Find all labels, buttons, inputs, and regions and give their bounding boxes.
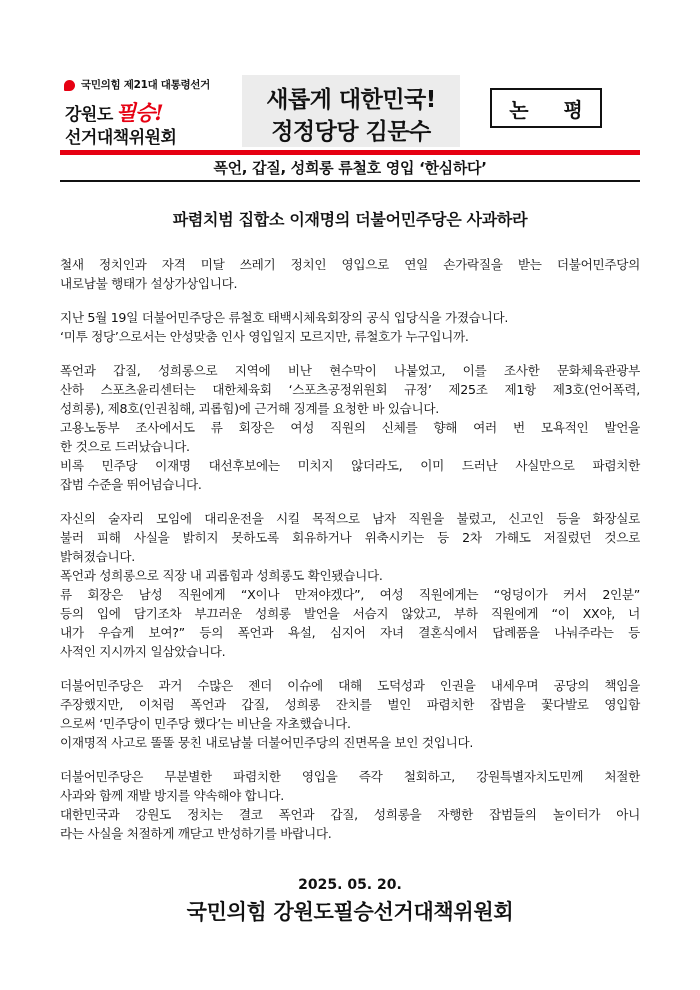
release-date: 2025. 05. 20. <box>298 877 402 893</box>
campaign-slogan <box>242 75 460 147</box>
header-divider-red <box>60 150 640 155</box>
party-logo-icon <box>64 80 75 91</box>
paragraph <box>60 361 640 494</box>
page-title: 파렴치범 집합소 이재명의 더불어민주당은 사과하라 <box>172 210 528 229</box>
text-line: 더불어민주당은 무분별한 파렴치한 영입을 즉각 철회하고, 강원특별자치도민께 처절한 <box>60 769 640 784</box>
text-line: 산하 스포츠윤리센터는 대한체육회 ‘스포츠공정위원회 규정’ 제25조 제1항 제3호(언어폭력, <box>60 382 640 397</box>
text-line: 주장했지만, 이처럼 폭언과 갑질, 성희롱 잔치를 벌인 파렴치한 잡범을 꽃다발로 영입함 <box>60 697 640 712</box>
org-region: 강원도 <box>65 105 113 125</box>
org-election-label: 국민의힘 제21대 대통령선거 <box>81 79 210 91</box>
text-line: 대한민국과 강원도 정치는 결코 폭언과 갑질, 성희롱을 자행한 잡범들의 놀이터가 아니 <box>60 807 640 822</box>
paragraph <box>60 767 640 843</box>
text-line: 철새 정치인과 자격 미달 쓰레기 정치인 영입으로 연일 손가락질을 받는 더불어민주당의 <box>60 257 640 272</box>
slogan-line-2: 정정당당 김문수 <box>271 119 431 145</box>
subtitle: 폭언, 갑질, 성희롱 류철호 영입 ‘한심하다’ <box>213 159 487 177</box>
text-line: 잡범 수준을 뛰어넘습니다. <box>60 477 202 492</box>
text-line: 고용노동부 조사에서도 류 회장은 여성 직원의 신체를 향해 여러 번 모욕적인 발언을 <box>60 420 640 435</box>
text-line: 불러 피해 사실을 밝히지 못하도록 회유하거나 위축시키는 등 2차 가해도 저질렀던 것으로 <box>60 530 640 545</box>
header-divider-black <box>60 180 640 182</box>
text-line: 성희롱), 제8호(인권침해, 괴롭힘)에 근거해 징계를 요청한 바 있습니다. <box>60 401 439 416</box>
text-line: 비록 민주당 이재명 대선후보에는 미치지 않더라도, 이미 드러난 사실만으로 파렴치한 <box>60 458 640 473</box>
commentary-badge: 논 평 <box>490 88 602 128</box>
text-line: 라는 사실을 처절하게 깨닫고 반성하기를 바랍니다. <box>60 826 332 841</box>
org-slogan-red: 필승! <box>115 100 163 125</box>
text-line: 폭언과 성희롱으로 직장 내 괴롭힘과 성희롱도 확인됐습니다. <box>60 568 383 583</box>
text-line: 지난 5월 19일 더불어민주당은 류철호 태백시체육회장의 공식 입당식을 가졌습니다. <box>60 310 509 325</box>
text-line: ‘미투 정당’으로서는 안성맞춤 인사 영입일지 모르지만, 류철호가 누구입니까. <box>60 329 469 344</box>
slogan-line-1: 새롭게 대한민국! <box>266 87 436 113</box>
paragraph <box>60 308 640 346</box>
text-line: 등의 입에 담기조차 부끄러운 성희롱 발언을 서슴지 않았고, 부하 직원에게 “이 XX야, 너 <box>60 606 640 621</box>
org-committee: 선거대책위원회 <box>65 128 177 148</box>
org-logo <box>60 75 240 148</box>
text-line: 사적인 지시까지 일삼았습니다. <box>60 644 226 659</box>
paragraph <box>60 676 640 752</box>
text-line: 내가 우습게 보여?” 등의 폭언과 욕설, 심지어 자녀 결혼식에서 답례품을 나눠주라는 등 <box>60 625 640 640</box>
paragraph <box>60 509 640 661</box>
text-line: 자신의 술자리 모임에 대리운전을 시킬 목적으로 남자 직원을 불렀고, 신고인 등을 화장실로 <box>60 511 640 526</box>
text-line: 으로써 ‘민주당이 민주당 했다’는 비난을 자초했습니다. <box>60 716 351 731</box>
text-line: 폭언과 갑질, 성희롱으로 지역에 비난 현수막이 나붙었고, 이를 조사한 문화체육관광부 <box>60 363 640 378</box>
text-line: 밝혀졌습니다. <box>60 549 135 564</box>
text-line: 사과와 함께 재발 방지를 약속해야 합니다. <box>60 788 284 803</box>
signature: 국민의힘 강원도필승선거대책위원회 <box>186 900 514 924</box>
text-line: 내로남불 행태가 설상가상입니다. <box>60 276 238 291</box>
text-line: 류 회장은 남성 직원에게 “X이나 만져야겠다”, 여성 직원에게는 “엉덩이가 커서 2인분” <box>60 587 640 602</box>
text-line: 더불어민주당은 과거 수많은 젠더 이슈에 대해 도덕성과 인권을 내세우며 공당의 책임을 <box>60 678 640 693</box>
body-text <box>60 255 640 858</box>
text-line: 이재명적 사고로 똘똘 뭉친 내로남불 더불어민주당의 진면목을 보인 것입니다. <box>60 735 474 750</box>
text-line: 한 것으로 드러났습니다. <box>60 439 190 454</box>
paragraph <box>60 255 640 293</box>
